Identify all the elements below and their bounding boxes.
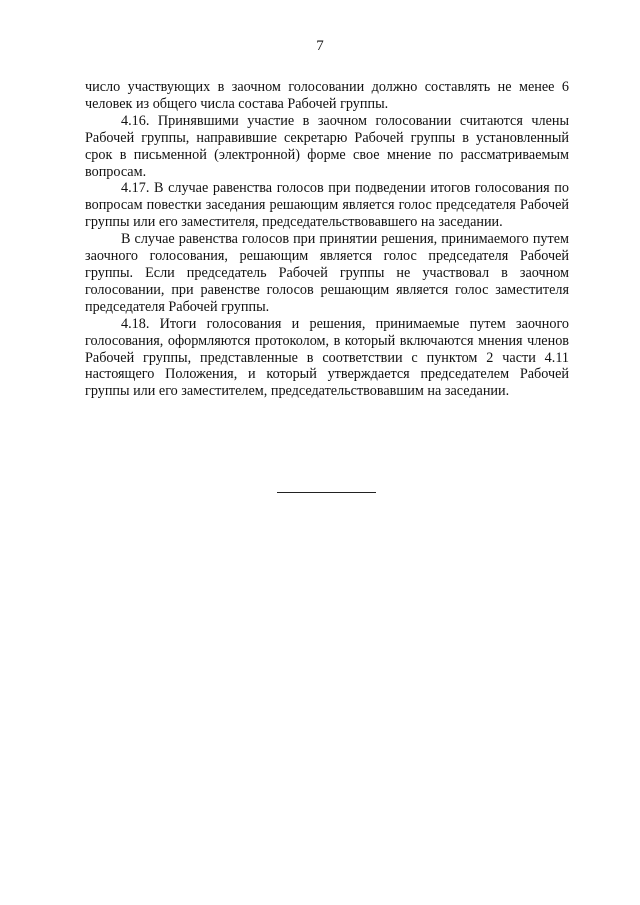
paragraph-voting-quorum: число участвующих в заочном голосовании должно составлять не менее 6 человек из общего числа состава Рабочей группы.: [85, 79, 569, 112]
paragraph-4-16: 4.16. Принявшими участие в заочном голосовании считаются члены Рабочей группы, направившие секретарю Рабочей группы в установленный срок в письменной (электронной) форме свое мнение по рассматриваемым вопросам.: [85, 112, 569, 180]
paragraph-4-18: 4.18. Итоги голосования и решения, принимаемые путем заочного голосования, оформляются протоколом, в который включаются мнения членов Рабочей группы, представленные в соответствии с пунктом 2 части 4.11 настоящего Положения, и который утверждается председателем Рабочей группы или его заместителем, председательствовавшим на заседании.: [85, 315, 569, 400]
paragraph-tie-absentee-vote: В случае равенства голосов при принятии решения, принимаемого путем заочного голосования, решающим является голос председателя Рабочей группы. Если председатель Рабочей группы не участвовал в заочном голосовании, при равенстве голосов решающим является голос заместителя председателя Рабочей группы.: [85, 231, 569, 315]
document-body: [85, 79, 569, 400]
page-number: 7: [316, 38, 324, 54]
paragraph-4-17: 4.17. В случае равенства голосов при подведении итогов голосования по вопросам повестки заседания решающим является голос председателя Рабочей группы или его заместителя, председательствовавшего на заседании.: [85, 180, 569, 231]
closing-divider: [277, 492, 376, 493]
